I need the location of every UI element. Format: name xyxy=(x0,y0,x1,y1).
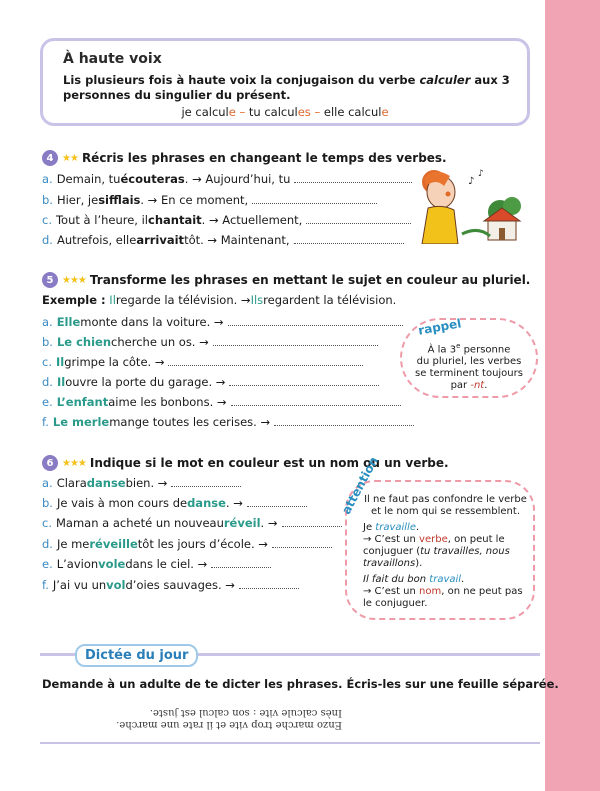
haute-voix-title: À haute voix xyxy=(63,51,162,67)
attention-text: Il ne faut pas confondre le verbe et le nom qui se ressemblent. Je travaille. → C’est un verbe, on peut le conjuguer (tu travailles, nous travaillons). Il fait du bon travail. → C’est un nom, on ne peut pas le conjuguer. xyxy=(363,494,527,609)
exercise-5-item: b. Le chien cherche un os. → xyxy=(42,335,378,349)
answer-line[interactable] xyxy=(231,396,401,406)
difficulty-stars-icon: ★★★ xyxy=(62,457,86,469)
answer-line[interactable] xyxy=(171,477,241,487)
exercise-number: 6 xyxy=(42,455,58,471)
side-band xyxy=(545,0,600,791)
answer-line[interactable] xyxy=(294,234,404,244)
exercise-5-item: d. Il ouvre la porte du garage. → xyxy=(42,375,379,389)
answer-line[interactable] xyxy=(239,579,299,589)
answer-line[interactable] xyxy=(213,336,378,346)
haute-voix-box xyxy=(40,38,530,126)
exercise-5-example: Exemple : Il regarde la télévision. → Ils regardent la télévision. xyxy=(42,293,397,307)
answer-line[interactable] xyxy=(306,214,411,224)
exercise-4-heading xyxy=(42,150,447,166)
exercise-6-item: e. L’avion vole dans le ciel. → xyxy=(42,557,271,571)
exercise-6-title: Indique si le mot en couleur est un nom ou un verbe. xyxy=(89,456,449,470)
exercise-6-item: f. J’ai vu un vol d’oies sauvages. → xyxy=(42,578,299,592)
exercise-6-item: b. Je vais à mon cours de danse . → xyxy=(42,496,307,510)
answer-line[interactable] xyxy=(247,497,307,507)
difficulty-stars-icon: ★★★ xyxy=(62,274,86,286)
exercise-5-item: a. Elle monte dans la voiture. → xyxy=(42,315,403,329)
haute-voix-instruction: Lis plusieurs fois à haute voix la conjugaison du verbe calculer aux 3 personnes du singulier du présent. xyxy=(63,73,510,102)
exercise-5-item: c. Il grimpe la côte. → xyxy=(42,355,363,369)
answer-line[interactable] xyxy=(229,376,379,386)
answer-line[interactable] xyxy=(274,416,414,426)
exercise-number: 5 xyxy=(42,272,58,288)
answer-line[interactable] xyxy=(228,316,403,326)
exercise-4-item: c. Tout à l’heure, il chantait . → Actuellement, xyxy=(42,213,411,227)
exercise-4-item: b. Hier, je sifflais . → En ce moment, xyxy=(42,193,377,207)
answer-line[interactable] xyxy=(294,173,412,183)
attention-title: attention xyxy=(339,454,381,517)
rappel-bubble xyxy=(400,318,538,398)
answer-line[interactable] xyxy=(282,517,342,527)
exercise-5-heading xyxy=(42,272,530,288)
difficulty-stars-icon: ★★ xyxy=(62,152,78,164)
attention-bubble xyxy=(339,454,535,620)
dictee-instruction: Demande à un adulte de te dicter les phrases. Écris-les sur une feuille séparée. xyxy=(42,677,559,691)
dictee-title: Dictée du jour xyxy=(75,644,198,667)
haute-voix-conjugation: je calcule – tu calcules – elle calcule xyxy=(181,105,389,119)
dictee-upside-down-sentences: Enzo marche trop vite et il rate une marche. Inès calcule vite : son calcul est juste. xyxy=(116,707,342,730)
answer-line[interactable] xyxy=(211,558,271,568)
exercise-4-item: d. Autrefois, elle arrivait tôt. → Maintenant, xyxy=(42,233,404,247)
exercise-5-item: f. Le merle mange toutes les cerises. → xyxy=(42,415,414,429)
svg-text:♪: ♪ xyxy=(478,169,484,179)
exercise-6-item: c. Maman a acheté un nouveau réveil . → xyxy=(42,516,342,530)
bottom-divider xyxy=(40,742,540,744)
exercise-6-item: a. Clara danse bien. → xyxy=(42,476,241,490)
exercise-5-title: Transforme les phrases en mettant le sujet en couleur au pluriel. xyxy=(89,273,531,287)
answer-line[interactable] xyxy=(252,194,377,204)
svg-text:♪: ♪ xyxy=(468,176,475,187)
rappel-text: À la 3e personne du pluriel, les verbes se terminent toujours par -nt. xyxy=(415,342,523,392)
exercise-6-heading xyxy=(42,455,449,471)
exercise-6-item: d. Je me réveille tôt les jours d’école. → xyxy=(42,537,332,551)
whistling-girl-illustration xyxy=(408,164,530,244)
answer-line[interactable] xyxy=(272,538,332,548)
exercise-5-item: e. L’enfant aime les bonbons. → xyxy=(42,395,401,409)
answer-line[interactable] xyxy=(168,356,363,366)
rappel-title: rappel xyxy=(417,316,463,338)
exercise-number: 4 xyxy=(42,150,58,166)
exercise-4-title: Récris les phrases en changeant le temps des verbes. xyxy=(81,151,447,165)
exercise-4-item: a. Demain, tu écouteras . → Aujourd’hui, tu xyxy=(42,172,412,186)
